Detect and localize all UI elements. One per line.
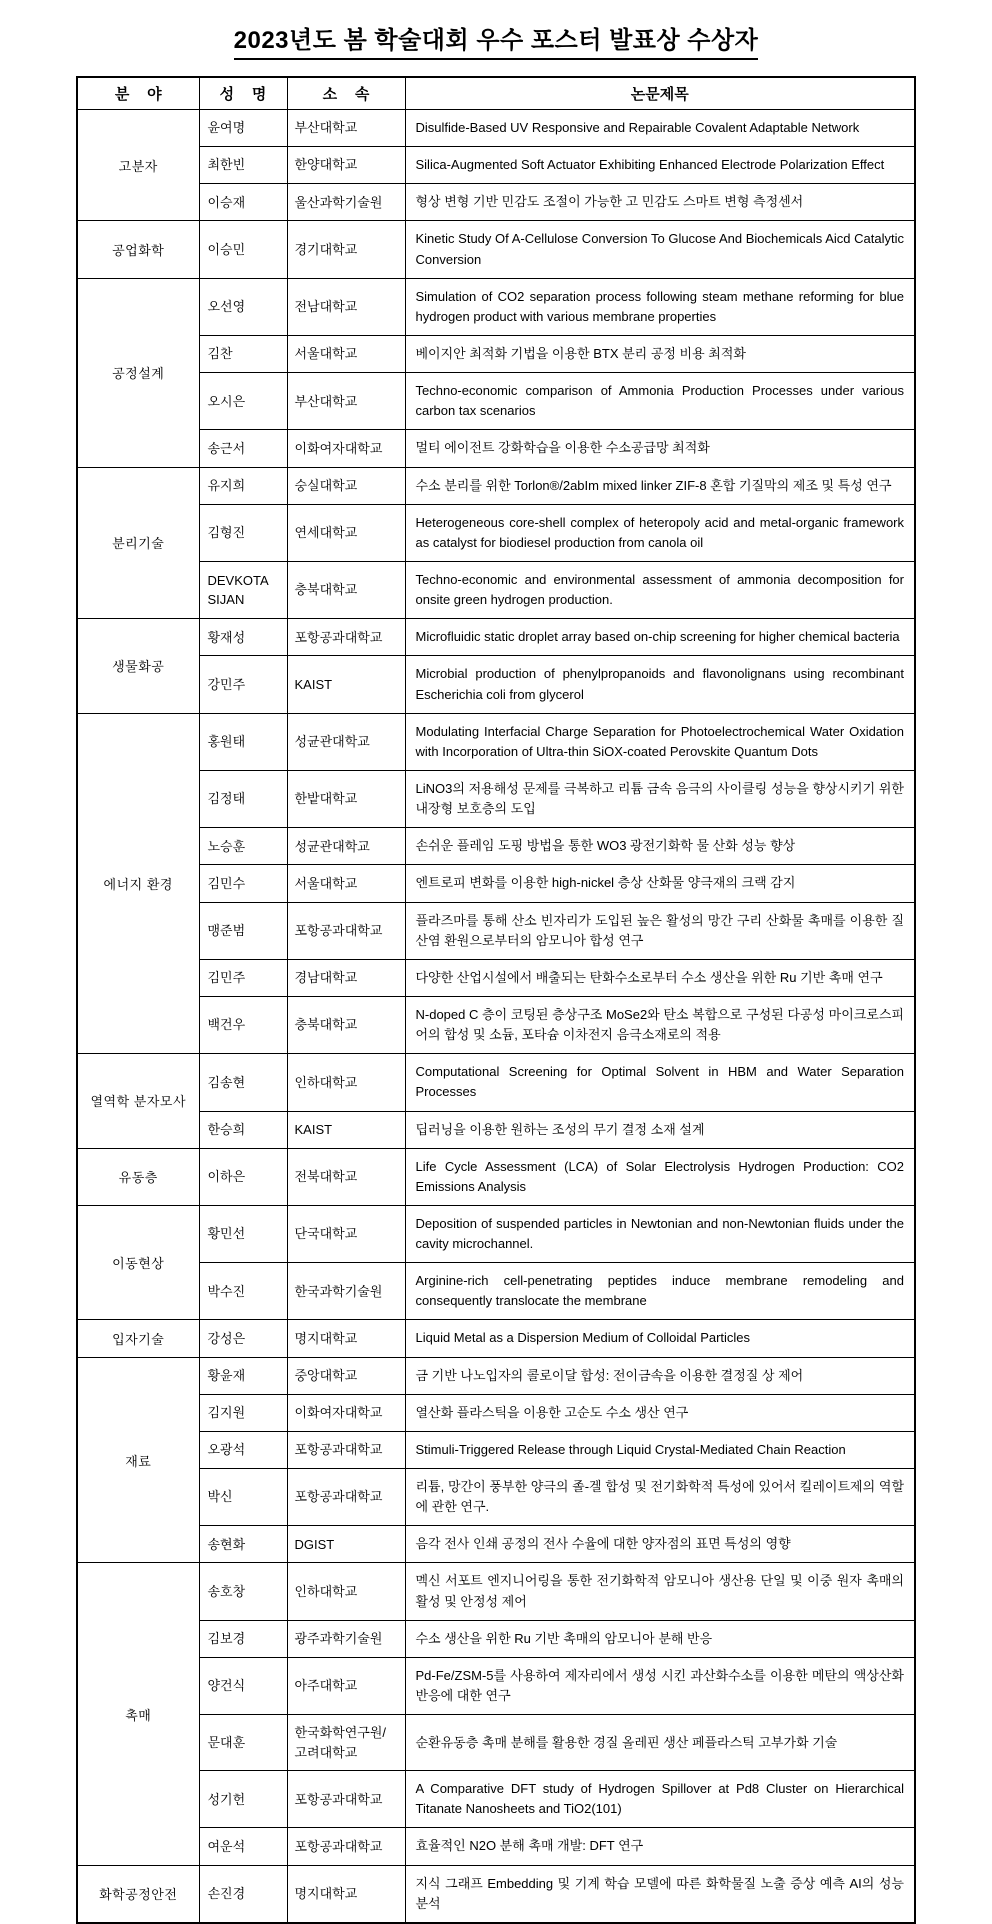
affiliation-cell: 광주과학기술원: [287, 1620, 405, 1657]
paper-title-cell: Computational Screening for Optimal Solvent in HBM and Water Separation Processes: [405, 1054, 915, 1111]
paper-title-cell: 손쉬운 플레임 도핑 방법을 통한 WO3 광전기화학 물 산화 성능 향상: [405, 828, 915, 865]
paper-title-cell: Pd-Fe/ZSM-5를 사용하여 제자리에서 생성 시킨 과산화수소를 이용한 메탄의 액상산화 반응에 대한 연구: [405, 1657, 915, 1714]
table-row: [77, 1320, 915, 1357]
paper-title-cell: 리튬, 망간이 풍부한 양극의 졸-겔 합성 및 전기화학적 특성에 있어서 킬레이트제의 역할에 관한 연구.: [405, 1469, 915, 1526]
paper-title-cell: LiNO3의 저용해성 문제를 극복하고 리튬 금속 음극의 사이클링 성능을 향상시키기 위한 내장형 보호층의 도입: [405, 770, 915, 827]
name-cell: 김민주: [199, 959, 287, 996]
table-row: [77, 656, 915, 713]
affiliation-cell: 아주대학교: [287, 1657, 405, 1714]
paper-title-cell: 형상 변형 기반 민감도 조절이 가능한 고 민감도 스마트 변형 측정센서: [405, 184, 915, 221]
paper-title-cell: A Comparative DFT study of Hydrogen Spillover at Pd8 Cluster on Hierarchical Titanate Nanosheets and TiO2(101): [405, 1771, 915, 1828]
affiliation-cell: 명지대학교: [287, 1865, 405, 1923]
field-cell: 에너지 환경: [77, 713, 199, 1054]
table-row: [77, 1469, 915, 1526]
paper-title-cell: Modulating Interfacial Charge Separation for Photoelectrochemical Water Oxidation with Incorporation of Ultra-thin SiOX-coated Perovskite Quantum Dots: [405, 713, 915, 770]
table-row: [77, 619, 915, 656]
affiliation-cell: 명지대학교: [287, 1320, 405, 1357]
affiliation-cell: 포항공과대학교: [287, 619, 405, 656]
table-row: [77, 1526, 915, 1563]
name-cell: 최한빈: [199, 147, 287, 184]
name-cell: 박수진: [199, 1263, 287, 1320]
paper-title-cell: Arginine-rich cell-penetrating peptides induce membrane remodeling and consequently translocate the membrane: [405, 1263, 915, 1320]
affiliation-cell: 한양대학교: [287, 147, 405, 184]
paper-title-cell: 수소 분리를 위한 Torlon®/2abIm mixed linker ZIF-8 혼합 기질막의 제조 및 특성 연구: [405, 467, 915, 504]
name-cell: 송호창: [199, 1563, 287, 1620]
awards-table-body: [77, 110, 915, 1923]
paper-title-cell: 엔트로피 변화를 이용한 high-nickel 층상 산화물 양극재의 크랙 감지: [405, 865, 915, 902]
field-cell: 열역학 분자모사: [77, 1054, 199, 1148]
header-field: 분 야: [77, 77, 199, 110]
paper-title-cell: 순환유동층 촉매 분해를 활용한 경질 올레핀 생산 페플라스틱 고부가화 기술: [405, 1715, 915, 1771]
table-row: [77, 373, 915, 430]
affiliation-cell: 이화여자대학교: [287, 430, 405, 467]
table-row: [77, 902, 915, 959]
affiliation-cell: 포항공과대학교: [287, 1469, 405, 1526]
table-row: [77, 1865, 915, 1923]
name-cell: 김민수: [199, 865, 287, 902]
paper-title-cell: Kinetic Study Of A-Cellulose Conversion To Glucose And Biochemicals Aicd Catalytic Conversion: [405, 221, 915, 278]
name-cell: 김형진: [199, 504, 287, 561]
header-paper-title: 논문제목: [405, 77, 915, 110]
name-cell: 강민주: [199, 656, 287, 713]
name-cell: 오시은: [199, 373, 287, 430]
paper-title-cell: Microbial production of phenylpropanoids and flavonolignans using recombinant Escherichia coli from glycerol: [405, 656, 915, 713]
table-row: [77, 335, 915, 372]
name-cell: 황민선: [199, 1205, 287, 1262]
name-cell: 김찬: [199, 335, 287, 372]
affiliation-cell: 한밭대학교: [287, 770, 405, 827]
field-cell: 화학공정안전: [77, 1865, 199, 1923]
name-cell: 이하은: [199, 1148, 287, 1205]
name-cell: 한승희: [199, 1111, 287, 1148]
affiliation-cell: 인하대학교: [287, 1054, 405, 1111]
field-cell: 공정설계: [77, 278, 199, 467]
paper-title-cell: 음각 전사 인쇄 공정의 전사 수율에 대한 양자점의 표면 특성의 영향: [405, 1526, 915, 1563]
table-row: [77, 1111, 915, 1148]
affiliation-cell: KAIST: [287, 1111, 405, 1148]
name-cell: 오선영: [199, 278, 287, 335]
affiliation-cell: 충북대학교: [287, 996, 405, 1053]
field-cell: 고분자: [77, 110, 199, 221]
table-row: [77, 865, 915, 902]
table-row: [77, 504, 915, 561]
affiliation-cell: 전남대학교: [287, 278, 405, 335]
name-cell: 양건식: [199, 1657, 287, 1714]
table-row: [77, 278, 915, 335]
affiliation-cell: 울산과학기술원: [287, 184, 405, 221]
awards-table: [76, 76, 916, 1924]
paper-title-cell: 금 기반 나노입자의 콜로이달 합성: 전이금속을 이용한 결정질 상 제어: [405, 1357, 915, 1394]
table-row: [77, 184, 915, 221]
name-cell: 여운석: [199, 1828, 287, 1865]
table-row: [77, 1771, 915, 1828]
name-cell: 김보경: [199, 1620, 287, 1657]
table-row: [77, 1263, 915, 1320]
table-row: [77, 1205, 915, 1262]
paper-title-cell: N-doped C 층이 코팅된 층상구조 MoSe2와 탄소 복합으로 구성된 다공성 마이크로스피어의 합성 및 소듐, 포타슘 이차전지 음극소재로의 적용: [405, 996, 915, 1053]
name-cell: 백건우: [199, 996, 287, 1053]
field-cell: 분리기술: [77, 467, 199, 619]
paper-title-cell: Techno-economic and environmental assessment of ammonia decomposition for onsite green hydrogen production.: [405, 561, 915, 618]
affiliation-cell: 포항공과대학교: [287, 1771, 405, 1828]
table-row: [77, 467, 915, 504]
name-cell: 김정태: [199, 770, 287, 827]
table-row: [77, 110, 915, 147]
affiliation-cell: DGIST: [287, 1526, 405, 1563]
table-row: [77, 1828, 915, 1865]
table-row: [77, 1563, 915, 1620]
paper-title-cell: Liquid Metal as a Dispersion Medium of Colloidal Particles: [405, 1320, 915, 1357]
paper-title-cell: 멕신 서포트 엔지니어링을 통한 전기화학적 암모니아 생산용 단일 및 이중 원자 촉매의 활성 및 안정성 제어: [405, 1563, 915, 1620]
affiliation-cell: 중앙대학교: [287, 1357, 405, 1394]
name-cell: 노승훈: [199, 828, 287, 865]
affiliation-cell: 한국화학연구원/고려대학교: [287, 1715, 405, 1771]
paper-title-cell: 열산화 플라스틱을 이용한 고순도 수소 생산 연구: [405, 1394, 915, 1431]
affiliation-cell: 경기대학교: [287, 221, 405, 278]
paper-title-cell: Deposition of suspended particles in Newtonian and non-Newtonian fluids under the cavity microchannel.: [405, 1205, 915, 1262]
affiliation-cell: 포항공과대학교: [287, 1828, 405, 1865]
paper-title-cell: 수소 생산을 위한 Ru 기반 촉매의 암모니아 분해 반응: [405, 1620, 915, 1657]
affiliation-cell: KAIST: [287, 656, 405, 713]
name-cell: 홍원태: [199, 713, 287, 770]
affiliation-cell: 부산대학교: [287, 373, 405, 430]
affiliation-cell: 숭실대학교: [287, 467, 405, 504]
table-header-row: [77, 77, 915, 110]
table-row: [77, 1394, 915, 1431]
affiliation-cell: 충북대학교: [287, 561, 405, 618]
field-cell: 이동현상: [77, 1205, 199, 1320]
table-row: [77, 430, 915, 467]
name-cell: 오광석: [199, 1431, 287, 1468]
name-cell: 성기헌: [199, 1771, 287, 1828]
name-cell: 문대훈: [199, 1715, 287, 1771]
paper-title-cell: 딥러닝을 이용한 원하는 조성의 무기 결정 소재 설계: [405, 1111, 915, 1148]
paper-title-cell: 플라즈마를 통해 산소 빈자리가 도입된 높은 활성의 망간 구리 산화물 촉매를 이용한 질산염 환원으로부터의 암모니아 합성 연구: [405, 902, 915, 959]
name-cell: 이승재: [199, 184, 287, 221]
field-cell: 공업화학: [77, 221, 199, 278]
table-row: [77, 713, 915, 770]
table-row: [77, 147, 915, 184]
field-cell: 입자기술: [77, 1320, 199, 1357]
affiliation-cell: 성균관대학교: [287, 828, 405, 865]
name-cell: 김송현: [199, 1054, 287, 1111]
name-cell: 황윤재: [199, 1357, 287, 1394]
table-row: [77, 221, 915, 278]
field-cell: 유동층: [77, 1148, 199, 1205]
name-cell: 박신: [199, 1469, 287, 1526]
table-row: [77, 1715, 915, 1771]
paper-title-cell: Stimuli-Triggered Release through Liquid Crystal-Mediated Chain Reaction: [405, 1431, 915, 1468]
name-cell: 강성은: [199, 1320, 287, 1357]
paper-title-cell: Disulfide-Based UV Responsive and Repairable Covalent Adaptable Network: [405, 110, 915, 147]
paper-title-cell: Silica-Augmented Soft Actuator Exhibiting Enhanced Electrode Polarization Effect: [405, 147, 915, 184]
header-affiliation: 소 속: [287, 77, 405, 110]
table-row: [77, 959, 915, 996]
paper-title-cell: 효율적인 N2O 분해 촉매 개발: DFT 연구: [405, 1828, 915, 1865]
name-cell: 윤여명: [199, 110, 287, 147]
field-cell: 생물화공: [77, 619, 199, 713]
name-cell: DEVKOTA SIJAN: [199, 561, 287, 618]
page-title: 2023년도 봄 학술대회 우수 포스터 발표상 수상자: [0, 20, 992, 60]
table-row: [77, 1431, 915, 1468]
field-cell: 촉매: [77, 1563, 199, 1865]
paper-title-cell: 멀티 에이전트 강화학습을 이용한 수소공급망 최적화: [405, 430, 915, 467]
paper-title-cell: Heterogeneous core-shell complex of heteropoly acid and metal-organic framework as catalyst for biodiesel production from canola oil: [405, 504, 915, 561]
paper-title-cell: 베이지안 최적화 기법을 이용한 BTX 분리 공정 비용 최적화: [405, 335, 915, 372]
name-cell: 이승민: [199, 221, 287, 278]
affiliation-cell: 인하대학교: [287, 1563, 405, 1620]
table-row: [77, 1657, 915, 1714]
name-cell: 황재성: [199, 619, 287, 656]
affiliation-cell: 이화여자대학교: [287, 1394, 405, 1431]
name-cell: 송근서: [199, 430, 287, 467]
table-row: [77, 770, 915, 827]
paper-title-cell: Simulation of CO2 separation process following steam methane reforming for blue hydrogen product with various membrane properties: [405, 278, 915, 335]
affiliation-cell: 한국과학기술원: [287, 1263, 405, 1320]
paper-title-cell: Life Cycle Assessment (LCA) of Solar Electrolysis Hydrogen Production: CO2 Emissions Analysis: [405, 1148, 915, 1205]
affiliation-cell: 부산대학교: [287, 110, 405, 147]
name-cell: 손진경: [199, 1865, 287, 1923]
table-row: [77, 1357, 915, 1394]
field-cell: 재료: [77, 1357, 199, 1563]
table-row: [77, 1620, 915, 1657]
table-row: [77, 828, 915, 865]
affiliation-cell: 성균관대학교: [287, 713, 405, 770]
name-cell: 송현화: [199, 1526, 287, 1563]
paper-title-cell: Microfluidic static droplet array based on-chip screening for higher chemical bacteria: [405, 619, 915, 656]
name-cell: 유지희: [199, 467, 287, 504]
table-row: [77, 996, 915, 1053]
affiliation-cell: 전북대학교: [287, 1148, 405, 1205]
affiliation-cell: 연세대학교: [287, 504, 405, 561]
affiliation-cell: 경남대학교: [287, 959, 405, 996]
affiliation-cell: 단국대학교: [287, 1205, 405, 1262]
affiliation-cell: 서울대학교: [287, 865, 405, 902]
paper-title-cell: Techno-economic comparison of Ammonia Production Processes under various carbon tax scenarios: [405, 373, 915, 430]
header-name: 성 명: [199, 77, 287, 110]
paper-title-cell: 다양한 산업시설에서 배출되는 탄화수소로부터 수소 생산을 위한 Ru 기반 촉매 연구: [405, 959, 915, 996]
affiliation-cell: 포항공과대학교: [287, 902, 405, 959]
affiliation-cell: 서울대학교: [287, 335, 405, 372]
name-cell: 김지원: [199, 1394, 287, 1431]
table-row: [77, 561, 915, 618]
affiliation-cell: 포항공과대학교: [287, 1431, 405, 1468]
name-cell: 맹준범: [199, 902, 287, 959]
table-row: [77, 1054, 915, 1111]
table-row: [77, 1148, 915, 1205]
paper-title-cell: 지식 그래프 Embedding 및 기계 학습 모델에 따른 화학물질 노출 증상 예측 AI의 성능 분석: [405, 1865, 915, 1923]
